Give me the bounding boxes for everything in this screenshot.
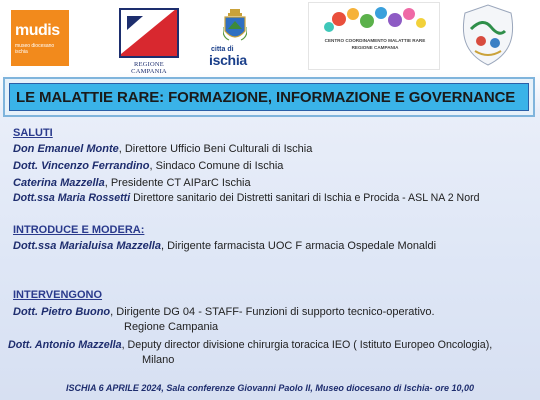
speaker-line <box>13 306 435 318</box>
speaker-role-continuation: Milano <box>142 354 175 366</box>
speaker-name: Dott.ssa Maria Rossetti <box>13 192 131 204</box>
saluti-heading: SALUTI <box>13 127 53 139</box>
speaker-name: Don Emanuel Monte <box>13 143 119 155</box>
speaker-name: Dott. Vincenzo Ferrandino <box>13 160 150 172</box>
ischia-logo-small: citta di <box>211 46 234 53</box>
speaker-name: Dott. Pietro Buono <box>13 306 111 318</box>
speaker-line <box>8 339 492 351</box>
title-frame <box>3 77 535 117</box>
regione-campania-logo <box>116 8 182 75</box>
citta-ischia-logo <box>207 9 257 68</box>
event-footer: ISCHIA 6 APRILE 2024, Sala conferenze Giovanni Paolo II, Museo diocesano di Ischia- ore 10,00 <box>66 383 474 393</box>
mudis-logo <box>11 10 69 66</box>
introduce-heading: INTRODUCE E MODERA: <box>13 224 145 236</box>
mudis-logo-mark: mudis <box>15 22 60 39</box>
centro-logo-line1: CENTRO COORDINAMENTO MALATTIE RARE <box>324 38 426 43</box>
regione-caption: REGIONE CAMPANIA <box>131 61 167 75</box>
speaker-role: , Dirigente DG 04 - STAFF- Funzioni di supporto tecnico-operativo. <box>110 306 435 318</box>
speaker-role: , Deputy director divisione chirurgia toracica IEO ( Istituto Europeo Oncologia), <box>121 339 493 351</box>
page-title: LE MALATTIE RARE: FORMAZIONE, INFORMAZIONE E GOVERNANCE <box>16 89 516 106</box>
saluti-item <box>13 192 480 204</box>
title-box <box>9 83 529 111</box>
colored-hands-icon <box>309 3 441 37</box>
regione-shield-icon <box>119 8 179 58</box>
centro-coordinamento-logo <box>308 2 440 70</box>
speaker-role: , Presidente CT AIParC Ischia <box>104 177 251 189</box>
centro-logo-line2: REGIONE CAMPANIA <box>351 45 399 50</box>
speaker-role-continuation: Regione Campania <box>124 321 219 333</box>
association-emblem-icon <box>459 3 517 67</box>
speaker-name: Caterina Mazzella <box>13 177 105 189</box>
ischia-crest-icon <box>223 9 247 43</box>
speaker-role: , Direttore Ufficio Beni Culturali di Ischia <box>118 143 313 155</box>
ischia-logo-word: ischia <box>209 52 247 68</box>
speaker-role: Direttore sanitario dei Distretti sanitari di Ischia e Procida - ASL NA 2 Nord <box>130 192 480 204</box>
moderator-role: , Dirigente farmacista UOC F armacia Ospedale Monaldi <box>160 240 437 252</box>
speaker-name: Dott. Antonio Mazzella <box>8 339 122 351</box>
logo-bar <box>0 0 540 74</box>
saluti-item <box>13 160 283 172</box>
saluti-item <box>13 143 312 155</box>
speaker-role: , Sindaco Comune di Ischia <box>149 160 284 172</box>
moderator-line <box>13 240 436 252</box>
mudis-logo-subtitle: museo diocesano ischia <box>15 43 55 55</box>
intervengono-heading: INTERVENGONO <box>13 289 103 301</box>
saluti-item <box>13 177 251 189</box>
moderator-name: Dott.ssa Marialuisa Mazzella <box>13 240 161 252</box>
